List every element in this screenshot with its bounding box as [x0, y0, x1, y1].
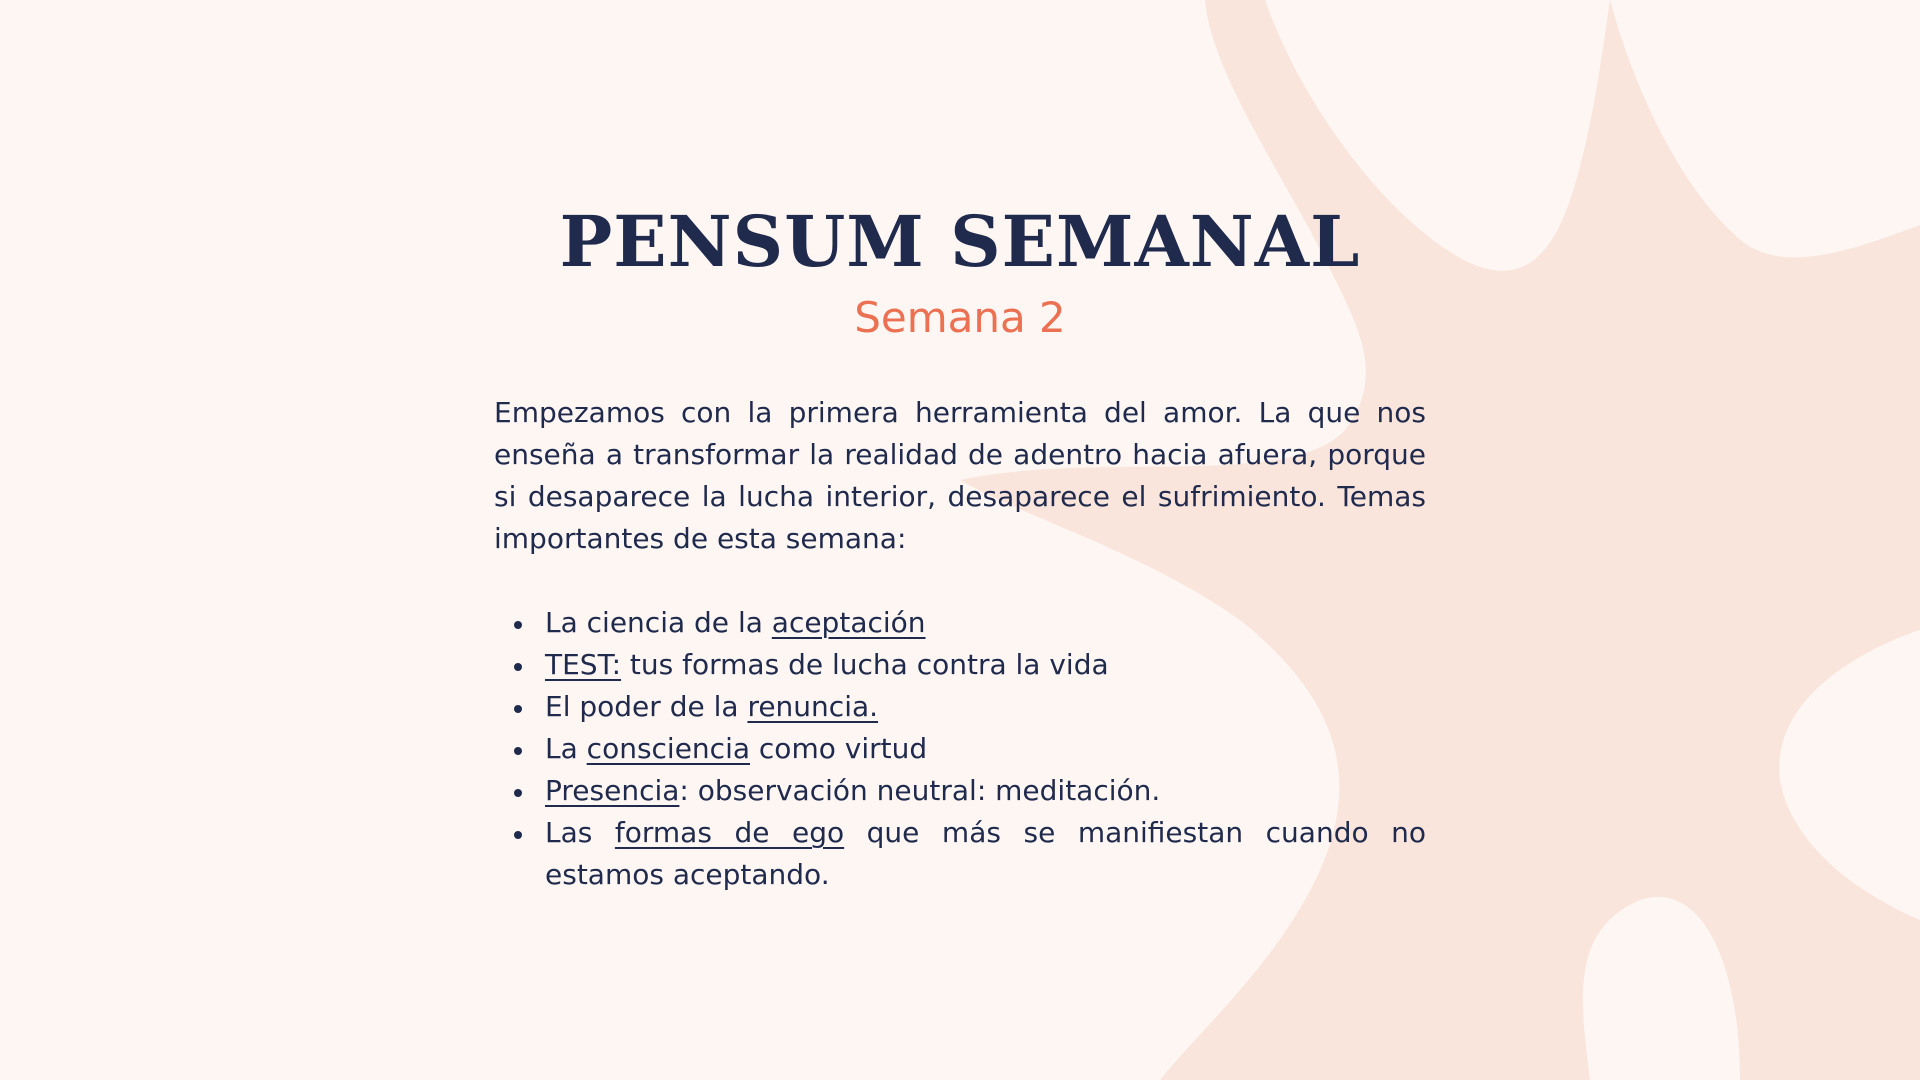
list-item	[494, 770, 1426, 812]
topic-text: La	[545, 732, 587, 765]
topic-text: tus formas de lucha contra la vida	[621, 648, 1109, 681]
topic-text: La ciencia de la	[545, 606, 772, 639]
topic-link[interactable]: TEST:	[545, 648, 622, 681]
topics-list	[494, 602, 1426, 896]
list-item	[494, 812, 1426, 896]
topic-link[interactable]: Presencia	[545, 774, 680, 807]
list-item	[494, 602, 1426, 644]
topic-link[interactable]: renuncia.	[747, 690, 879, 723]
topic-text: que más se manifiestan cuando no estamos aceptando.	[545, 816, 1427, 891]
topic-text: como virtud	[750, 732, 928, 765]
list-item	[494, 686, 1426, 728]
topic-text: : observación neutral: meditación.	[679, 774, 1161, 807]
bullet-icon	[514, 663, 522, 671]
intro-paragraph: Empezamos con la primera herramienta del amor. La que nos enseña a transformar la realidad de adentro hacia afuera, porque si desaparece la lucha interior, desaparece el sufrimiento. Temas importantes de esta semana:	[494, 396, 1426, 555]
bullet-icon	[514, 705, 522, 713]
topic-link[interactable]: consciencia	[586, 732, 751, 765]
content-area	[494, 200, 1426, 896]
bullet-icon	[514, 621, 522, 629]
bullet-icon	[514, 831, 522, 839]
bullet-icon	[514, 789, 522, 797]
list-item	[494, 728, 1426, 770]
bullet-icon	[514, 747, 522, 755]
topic-text: El poder de la	[545, 690, 748, 723]
week-subtitle: Semana 2	[854, 293, 1066, 342]
topic-text: Las	[545, 816, 615, 849]
page-title: PENSUM SEMANAL	[559, 200, 1361, 283]
topic-link[interactable]: aceptación	[771, 606, 926, 639]
list-item	[494, 644, 1426, 686]
topic-link[interactable]: formas de ego	[614, 816, 845, 849]
